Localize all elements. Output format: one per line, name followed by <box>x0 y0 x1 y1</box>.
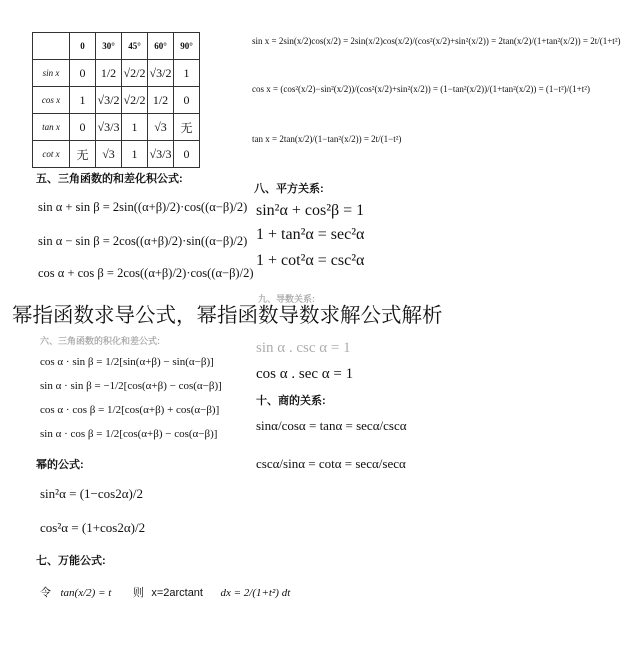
formula-sum-to-product-1: sin α + sin β = 2sin((α+β)/2)·cos((α−β)/2) <box>38 200 248 214</box>
table-row-label: tan x <box>33 114 70 141</box>
table-header-cell <box>33 33 70 60</box>
table-cell: √3/2 <box>96 87 122 114</box>
table-cell: √3/3 <box>148 141 174 168</box>
formula-cos-universal: cos x = (cos²(x/2)−sin²(x/2))/(cos²(x/2)+sin²(x/2)) = (1−tan²(x/2))/(1+tan²(x/2)) = (1−t²)/(1+t²) <box>252 84 590 94</box>
formula-quotient-2: cscα/sinα = cotα = secα/secα <box>256 456 406 471</box>
table-row-label: cos x <box>33 87 70 114</box>
formula-sin-universal: sin x = 2sin(x/2)cos(x/2) = 2sin(x/2)cos(x/2)/(cos²(x/2)+sin²(x/2)) = 2tan(x/2)/(1+tan²(x/2)) = 2t/(1+t²) <box>252 36 621 46</box>
table-row <box>33 114 200 141</box>
table-cell: √3 <box>96 141 122 168</box>
table-header-cell: 0 <box>70 33 96 60</box>
section-heading-square: 八、平方关系: <box>254 183 324 195</box>
table-cell: 0 <box>70 60 96 87</box>
section-heading-quotient: 十、商的关系: <box>256 395 326 407</box>
table-row <box>33 87 200 114</box>
universal-then-word: 则 <box>132 587 144 599</box>
table-row-label: sin x <box>33 60 70 87</box>
section-heading-universal: 七、万能公式: <box>36 555 106 567</box>
formula-power-2: cos²α = (1+cos2α)/2 <box>40 520 146 535</box>
table-cell: √2/2 <box>122 60 148 87</box>
table-cell: √3/3 <box>96 114 122 141</box>
table-cell: 0 <box>174 87 200 114</box>
table-cell: 1 <box>122 114 148 141</box>
table-row <box>33 60 200 87</box>
trig-value-table <box>32 32 200 168</box>
table-cell: 1/2 <box>148 87 174 114</box>
table-header-cell: 45° <box>122 33 148 60</box>
overlay-title: 幂指函数求导公式，幂指函数导数求解公式解析 <box>12 303 443 327</box>
table-row-label: cot x <box>33 141 70 168</box>
table-row <box>33 141 200 168</box>
table-cell: 1 <box>174 60 200 87</box>
universal-tan-half: tan(x/2) = t <box>60 587 112 599</box>
formula-tan-universal: tan x = 2tan(x/2)/(1−tan²(x/2)) = 2t/(1−t²) <box>252 134 402 144</box>
table-cell: √3/2 <box>148 60 174 87</box>
formula-quotient-1: sinα/cosα = tanα = secα/cscα <box>256 418 407 433</box>
formula-derivative-1: sin α . csc α = 1 <box>256 340 351 356</box>
table-header-row <box>33 33 200 60</box>
table-header-cell: 60° <box>148 33 174 60</box>
formula-product-to-sum-2: sin α · sin β = −1/2[cos(α+β) − cos(α−β)] <box>40 380 222 392</box>
table-cell: 无 <box>70 141 96 168</box>
formula-product-to-sum-3: cos α · cos β = 1/2[cos(α+β) + cos(α−β)] <box>40 404 220 416</box>
table-cell: √3 <box>148 114 174 141</box>
table-cell: 0 <box>70 114 96 141</box>
section-heading-power: 幂的公式: <box>36 459 84 471</box>
table-cell: 0 <box>174 141 200 168</box>
table-cell: 无 <box>174 114 200 141</box>
formula-square-1: sin²α + cos²β = 1 <box>256 202 365 219</box>
table-header-cell: 30° <box>96 33 122 60</box>
table-cell: 1/2 <box>96 60 122 87</box>
table-cell: 1 <box>70 87 96 114</box>
section-heading-derivative: 九、导数关系: <box>258 294 315 304</box>
formula-derivative-2: cos α . sec α = 1 <box>256 366 354 382</box>
universal-let-word: 令 <box>40 587 51 599</box>
section-heading-product-to-sum: 六、三角函数的积化和差公式: <box>40 336 160 346</box>
formula-square-3: 1 + cot²α = csc²α <box>256 252 365 269</box>
universal-formula-line <box>40 584 290 600</box>
formula-product-to-sum-4: sin α · cos β = 1/2[cos(α+β) − cos(α−β)] <box>40 428 218 440</box>
formula-product-to-sum-1: cos α · sin β = 1/2[sin(α+β) − sin(α−β)] <box>40 356 214 368</box>
formula-sum-to-product-3: cos α + cos β = 2cos((α+β)/2)·cos((α−β)/2) <box>38 266 254 280</box>
universal-x-eq: x=2arctant <box>151 587 203 599</box>
formula-square-2: 1 + tan²α = sec²α <box>256 226 365 243</box>
table-header-cell: 90° <box>174 33 200 60</box>
universal-dx: dx = 2/(1+t²) dt <box>220 587 291 599</box>
formula-power-1: sin²α = (1−cos2α)/2 <box>40 486 143 501</box>
table-cell: √2/2 <box>122 87 148 114</box>
section-heading-sum-to-product: 五、三角函数的和差化积公式: <box>36 173 183 185</box>
formula-sum-to-product-2: sin α − sin β = 2cos((α+β)/2)·sin((α−β)/2) <box>38 234 248 248</box>
table-cell: 1 <box>122 141 148 168</box>
